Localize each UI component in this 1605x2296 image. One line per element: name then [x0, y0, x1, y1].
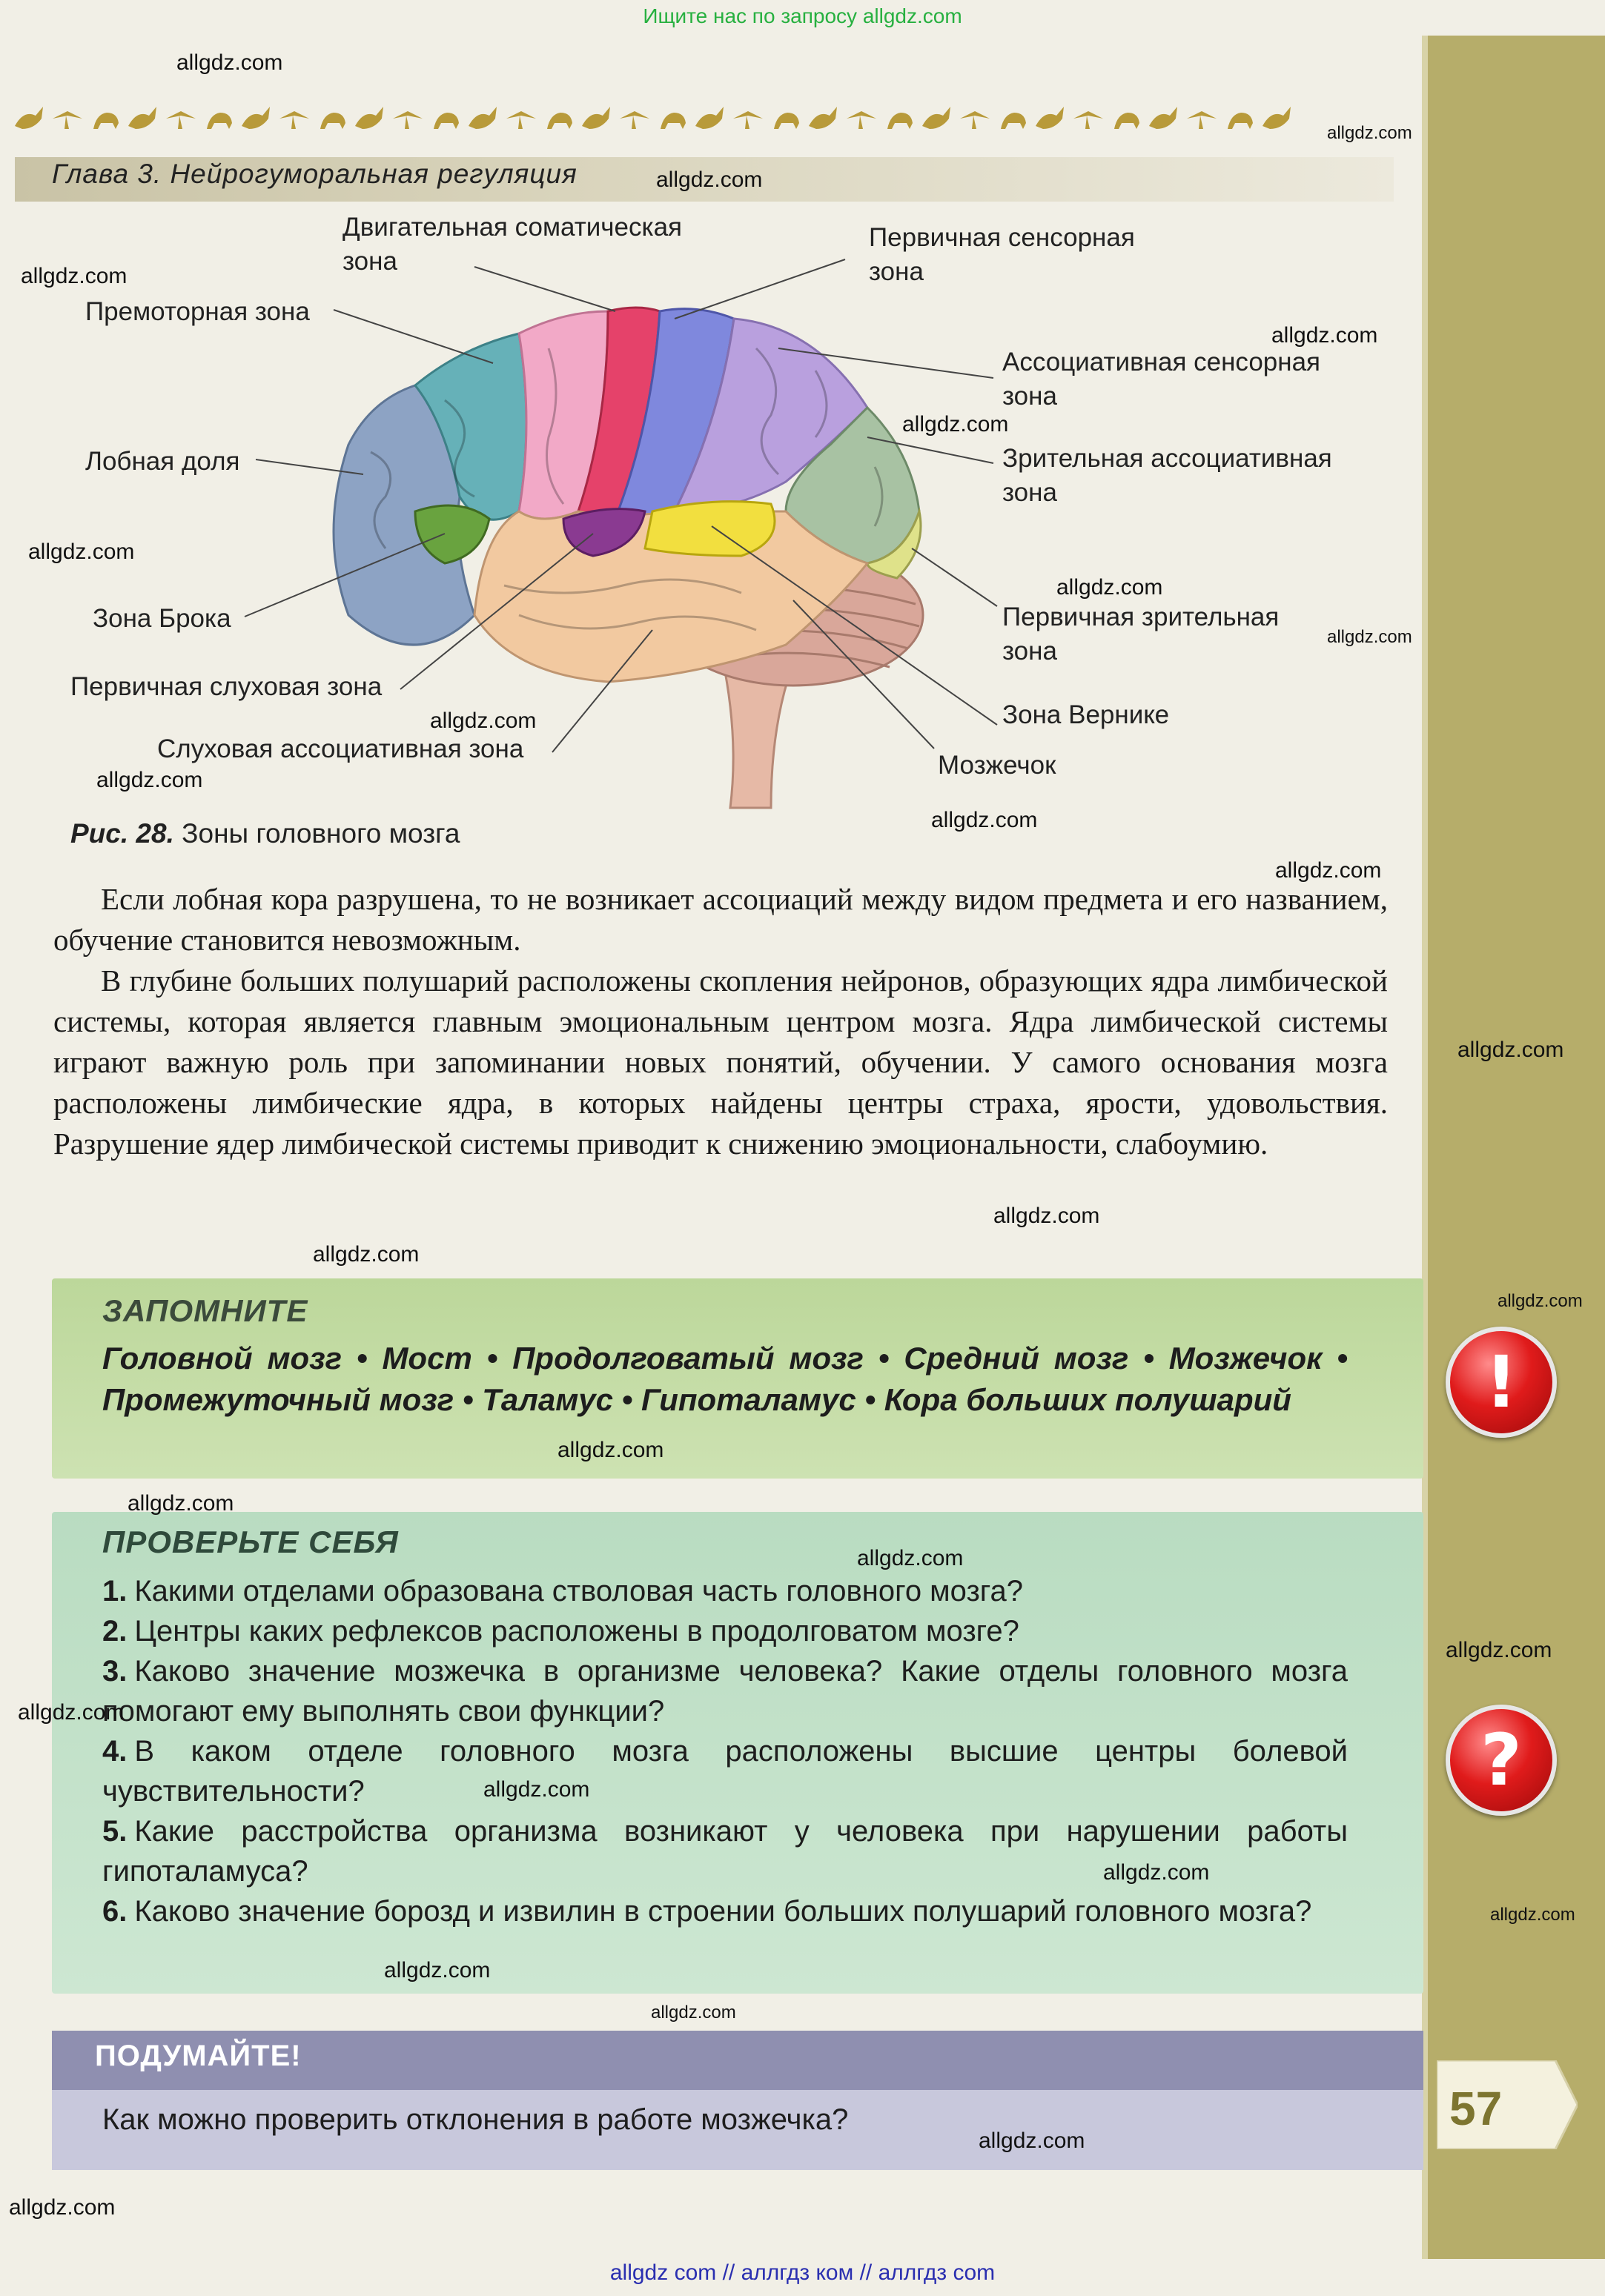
- animal-silhouette: [1001, 113, 1026, 129]
- figure-number: Рис. 28.: [70, 818, 174, 849]
- watermark: allgdz.com: [1490, 1905, 1575, 1925]
- animal-silhouette: [393, 111, 423, 129]
- animal-silhouettes-strip: [7, 96, 1312, 141]
- think-question: Как можно проверить отклонения в работе мозжечка?: [102, 2103, 849, 2136]
- watermark: allgdz.com: [1457, 1038, 1564, 1062]
- bottom-links[interactable]: allgdz com // аллгдз ком // аллгдз com: [609, 2260, 996, 2285]
- animal-silhouette: [960, 111, 990, 129]
- watermark: allgdz.com: [1271, 323, 1378, 348]
- watermark: allgdz.com: [21, 264, 128, 288]
- watermark: allgdz.com: [656, 167, 763, 192]
- label-motor-somatic-zone: Двигательная соматическая зона: [342, 213, 683, 276]
- animal-silhouette: [1073, 111, 1103, 129]
- watermark: allgdz.com: [384, 1958, 491, 1983]
- question-item: 5. Какие расстройства организма возникают у человека при нарушении работы гипоталамуса?: [102, 1815, 1348, 1888]
- animal-silhouette: [15, 107, 43, 129]
- animal-silhouette: [166, 111, 196, 129]
- animal-silhouette: [733, 111, 763, 129]
- animal-silhouette: [242, 107, 270, 129]
- figure-caption: [70, 818, 460, 849]
- watermark: allgdz.com: [651, 2003, 736, 2023]
- label-primary-auditory-zone: Первичная слуховая зона: [70, 672, 383, 701]
- animal-silhouette: [1187, 111, 1217, 129]
- watermark: allgdz.com: [1446, 1638, 1552, 1662]
- animal-silhouette: [661, 113, 686, 129]
- animal-silhouette: [582, 107, 610, 129]
- animal-silhouette: [695, 107, 724, 129]
- question-item: 1. Какими отделами образована стволовая часть головного мозга?: [102, 1575, 1024, 1607]
- watermark: allgdz.com: [483, 1777, 590, 1802]
- label-visual-assoc-zone: Зрительная ассоциативная зона: [1002, 444, 1332, 507]
- animal-silhouette: [355, 107, 383, 129]
- watermark: allgdz.com: [993, 1204, 1100, 1228]
- watermark: allgdz.com: [1327, 123, 1412, 143]
- label-primary-visual-zone: Первичная зрительная зона: [1002, 603, 1280, 666]
- exclamation-icon: !: [1446, 1327, 1557, 1438]
- animal-silhouette: [1228, 113, 1253, 129]
- watermark: allgdz.com: [313, 1242, 420, 1267]
- question-item: 4. В каком отделе головного мозга расположены высшие центры болевой чувствительности?: [102, 1735, 1348, 1808]
- remember-terms: Головной мозг • Мост • Продолговатый мозг • Средний мозг • Мозжечок • Промежуточный мозг • Таламус • Гипоталамус • Кора больших полушарий: [102, 1341, 1348, 1417]
- question-item: 6. Каково значение борозд и извилин в строении больших полушарий головного мозга?: [102, 1895, 1312, 1928]
- animal-silhouette: [809, 107, 837, 129]
- animal-silhouette: [1114, 113, 1139, 129]
- watermark: allgdz.com: [128, 1491, 234, 1516]
- think-heading: ПОДУМАЙТЕ!: [95, 2040, 302, 2072]
- animal-silhouette: [93, 113, 119, 129]
- watermark: allgdz.com: [430, 709, 537, 733]
- chapter-title: Глава 3. Нейрогуморальная регуляция: [52, 159, 578, 189]
- animal-silhouette: [279, 111, 309, 129]
- animal-silhouette: [506, 111, 536, 129]
- question-item: 3. Каково значение мозжечка в организме человека? Какие отделы головного мозга помогают ему выполнять свои функции?: [102, 1655, 1348, 1728]
- paragraph-frontal-cortex: Если лобная кора разрушена, то не возникает ассоциаций между видом предмета и его названием, обучение становится невозможным.: [53, 882, 1388, 957]
- label-broca-zone: Зона Брока: [93, 604, 231, 633]
- label-frontal-lobe: Лобная доля: [85, 447, 240, 476]
- question-mark-icon: ?: [1446, 1705, 1557, 1816]
- animal-silhouette: [469, 107, 497, 129]
- animal-silhouette: [128, 107, 156, 129]
- watermark: allgdz.com: [176, 50, 283, 75]
- animal-silhouette: [547, 113, 572, 129]
- animal-silhouette: [922, 107, 950, 129]
- label-primary-sensory-zone: Первичная сенсорная зона: [869, 223, 1135, 286]
- watermark: allgdz.com: [1103, 1860, 1210, 1885]
- animal-silhouette: [887, 113, 913, 129]
- watermark: allgdz.com: [557, 1438, 664, 1462]
- label-premotor-zone: Премоторная зона: [85, 297, 310, 326]
- brain-figure: [0, 200, 1422, 867]
- watermark: allgdz.com: [1498, 1291, 1583, 1311]
- watermark: allgdz.com: [28, 540, 135, 564]
- animal-silhouette: [1263, 107, 1291, 129]
- page-number: 57: [1449, 2082, 1503, 2135]
- label-assoc-sensory-zone: Ассоциативная сенсорная зона: [1002, 348, 1321, 411]
- watermark: allgdz.com: [18, 1700, 125, 1725]
- right-sidebar: [1422, 36, 1605, 2259]
- figure-caption-text: Зоны головного мозга: [182, 818, 460, 849]
- watermark: allgdz.com: [979, 2129, 1085, 2153]
- label-cerebellum: Мозжечок: [938, 751, 1056, 780]
- animal-silhouette: [53, 111, 82, 129]
- check-yourself-heading: ПРОВЕРЬТЕ СЕБЯ: [102, 1524, 399, 1559]
- watermark: allgdz.com: [1327, 627, 1412, 647]
- animal-silhouette: [774, 113, 799, 129]
- top-search-link[interactable]: Ищите нас по запросу allgdz.com: [643, 4, 962, 27]
- animal-silhouette: [1149, 107, 1177, 129]
- animal-silhouette: [1036, 107, 1064, 129]
- watermark: allgdz.com: [931, 808, 1038, 832]
- label-wernicke-zone: Зона Верникe: [1002, 700, 1170, 729]
- watermark: allgdz.com: [1275, 858, 1382, 883]
- animal-silhouette: [434, 113, 459, 129]
- watermark: allgdz.com: [1056, 575, 1163, 600]
- watermark: allgdz.com: [96, 768, 203, 792]
- watermark: allgdz.com: [9, 2195, 116, 2220]
- animal-silhouette: [620, 111, 649, 129]
- label-auditory-assoc-zone: Слуховая ассоциативная зона: [157, 734, 524, 763]
- animal-silhouette: [207, 113, 232, 129]
- remember-heading: ЗАПОМНИТЕ: [102, 1293, 308, 1328]
- watermark: allgdz.com: [902, 412, 1009, 437]
- animal-silhouette: [320, 113, 345, 129]
- watermark: allgdz.com: [857, 1546, 964, 1570]
- animal-silhouette: [847, 111, 876, 129]
- question-item: 2. Центры каких рефлексов расположены в продолговатом мозге?: [102, 1615, 1019, 1648]
- paragraph-limbic-system: В глубине больших полушарий расположены скопления нейронов, образующих ядра лимбической системы, которая является главным эмоциональным центром мозга. Ядра лимбической системы играют важную роль при запоминании новых понятий, обучении. У самого основания мозга расположены лимбические ядра, в которых найдены центры страха, ярости, удовольствия. Разрушение ядер лимбической системы приводит к снижению эмоциональности, слабоумию.: [53, 963, 1388, 1161]
